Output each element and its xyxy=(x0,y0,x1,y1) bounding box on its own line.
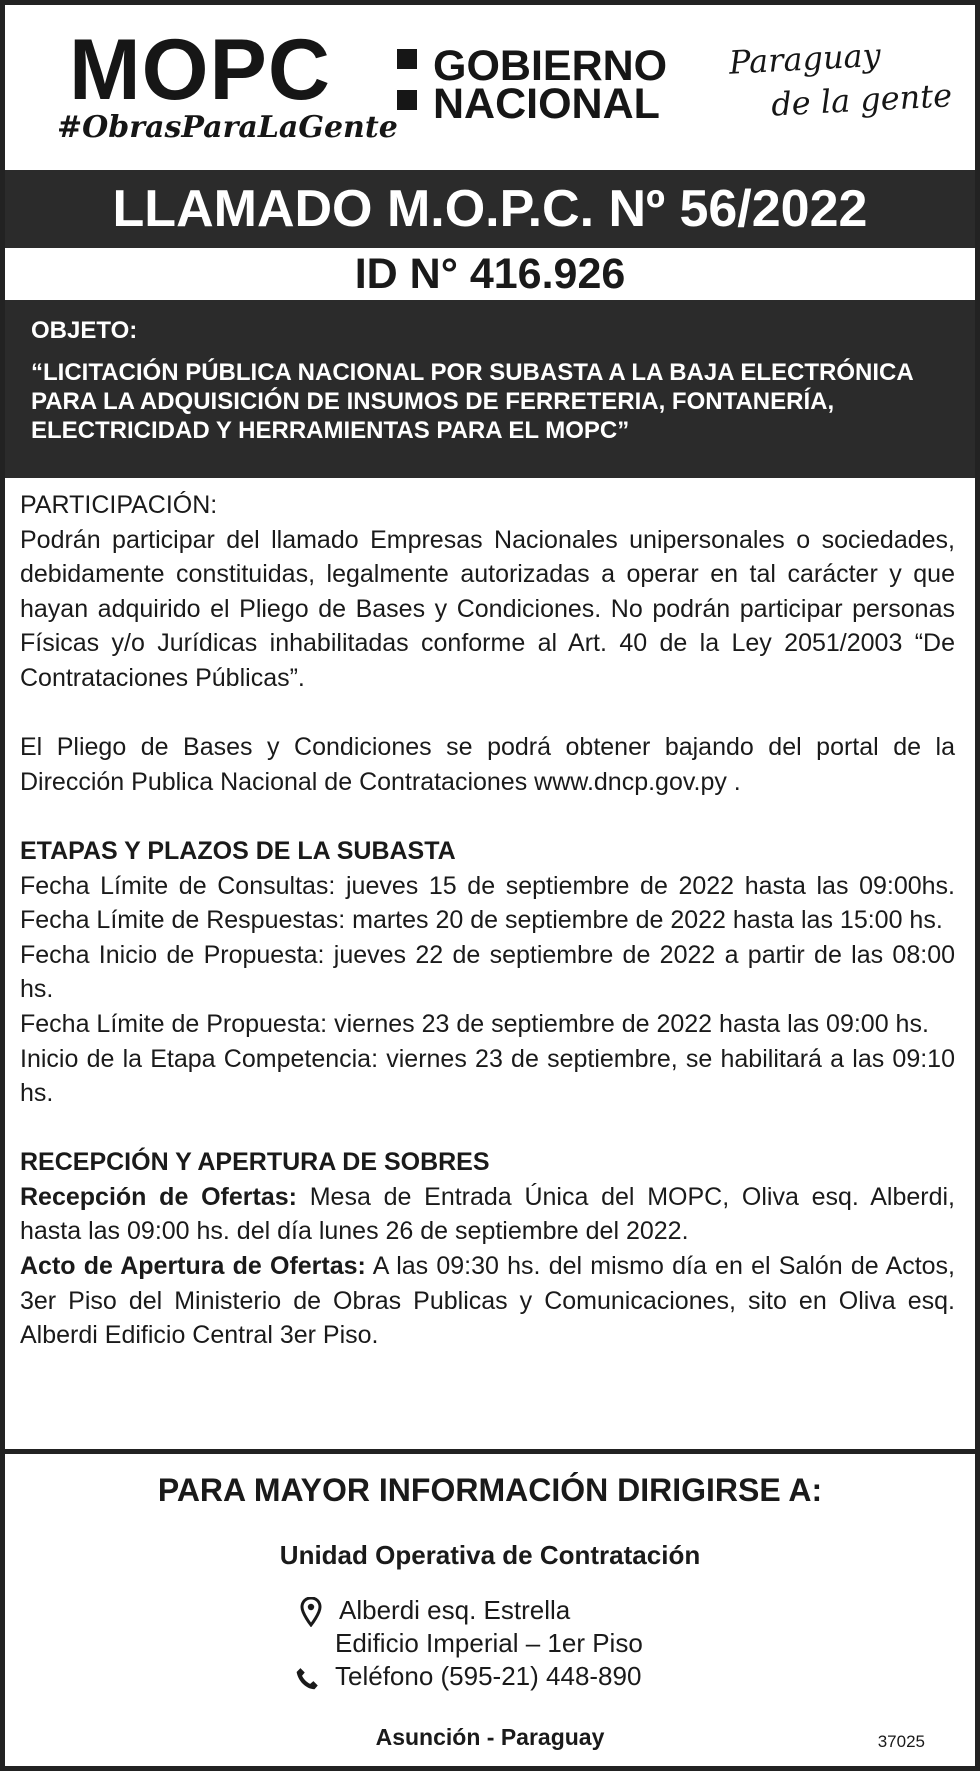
recepcion-ofertas-text: Mesa de Entrada Única del MOPC, Oliva esq. Alberdi, hasta las 09:00 hs. del día lunes 26 de septiembre del 2022. xyxy=(20,1182,956,1246)
recepcion-ofertas xyxy=(20,1180,955,1249)
mopc-logo: MOPC xyxy=(69,22,331,118)
body-text xyxy=(20,488,955,1353)
participacion-text: Podrán participar del llamado Empresas Nacionales unipersonales o sociedades, debidamente constituidas, legalmente autorizadas a operar en tal carácter y que hayan adquirido el Pliego de Bases y Condiciones. No podrán participar personas Físicas y/o Jurídicas inhabilitadas conforme al Art. 40 de la Ley 2051/2003 “De Contrataciones Públicas”. xyxy=(20,525,955,692)
objeto-heading: OBJETO: xyxy=(31,317,138,344)
logo-square-icon xyxy=(397,49,417,69)
apertura-ofertas xyxy=(20,1249,955,1353)
footer-contact xyxy=(5,1454,975,1766)
competencia-text: Inicio de la Etapa Competencia: viernes 23 de septiembre, se habilitará a las 09:10 hs. xyxy=(20,1044,955,1108)
footer-unit: Unidad Operativa de Contratación xyxy=(279,1540,701,1570)
phone-line: Teléfono (595-21) 448-890 xyxy=(335,1661,642,1691)
paraguay-line2: de la gente xyxy=(770,76,953,124)
etapas-heading xyxy=(20,834,955,869)
pliego-text: El Pliego de Bases y Condiciones se podrá obtener bajando del portal de la Dirección Publica Nacional de Contrataciones www.dncp.gov.py . xyxy=(20,733,955,796)
logo-square-icon xyxy=(397,90,417,110)
inicio-propuesta-text: Fecha Inicio de Propuesta: jueves 22 de septiembre de 2022 a partir de las 08:00 hs. xyxy=(20,940,955,1004)
address-line2: Edificio Imperial – 1er Piso xyxy=(335,1628,643,1658)
apertura-ofertas-label: Acto de Apertura de Ofertas: xyxy=(20,1252,366,1281)
location-pin-icon xyxy=(298,1597,324,1627)
footer-address xyxy=(335,1594,643,1693)
paraguay-de-la-gente-logo xyxy=(728,29,953,128)
gobierno-line2: NACIONAL xyxy=(433,80,660,128)
footer-title: PARA MAYOR INFORMACIÓN DIRIGIRSE A: xyxy=(157,1472,823,1508)
limite-propuesta-text: Fecha Límite de Propuesta: viernes 23 de septiembre de 2022 hasta las 09:00 hs. xyxy=(20,1009,929,1038)
call-title: LLAMADO M.O.P.C. Nº 56/2022 xyxy=(5,170,975,248)
consultas-text: Fecha Límite de Consultas: jueves 15 de septiembre de 2022 hasta las 09:00hs. Fecha Límite de Respuestas: martes 20 de septiembre de 2022 hasta las 15:00 hs. xyxy=(20,871,955,935)
recepcion-heading xyxy=(20,1145,955,1180)
footer-city: Asunción - Paraguay xyxy=(375,1724,605,1750)
objeto-section xyxy=(5,300,975,478)
recepcion-ofertas-label: Recepción de Ofertas: xyxy=(20,1182,297,1211)
address-line1: Alberdi esq. Estrella xyxy=(339,1595,571,1625)
header-logos xyxy=(5,5,975,170)
apertura-ofertas-text: A las 09:30 hs. del mismo día en el Salón de Actos, 3er Piso del Ministerio de Obras Publicas y Comunicaciones, sito en Oliva esq. Alberdi Edificio Central 3er Piso. xyxy=(20,1252,956,1350)
paraguay-line1: Paraguay xyxy=(728,35,882,82)
ad-code: 37025 xyxy=(877,1732,925,1751)
participacion-heading: PARTICIPACIÓN: xyxy=(20,491,218,519)
hashtag-slogan: #ObrasParaLaGente xyxy=(57,110,398,145)
etapas-heading-text: ETAPAS Y PLAZOS DE LA SUBASTA xyxy=(20,836,456,865)
call-id: ID N° 416.926 xyxy=(5,248,975,300)
gobierno-line1: GOBIERNO xyxy=(433,42,668,90)
objeto-text: “LICITACIÓN PÚBLICA NACIONAL POR SUBASTA A LA BAJA ELECTRÓNICA PARA LA ADQUISICIÓN DE INSUMOS DE FERRETERIA, FONTANERÍA, ELECTRICIDAD Y HERRAMIENTAS PARA EL MOPC” xyxy=(31,359,913,444)
recepcion-heading-text: RECEPCIÓN Y APERTURA DE SOBRES xyxy=(20,1148,490,1177)
phone-icon xyxy=(295,1664,321,1694)
